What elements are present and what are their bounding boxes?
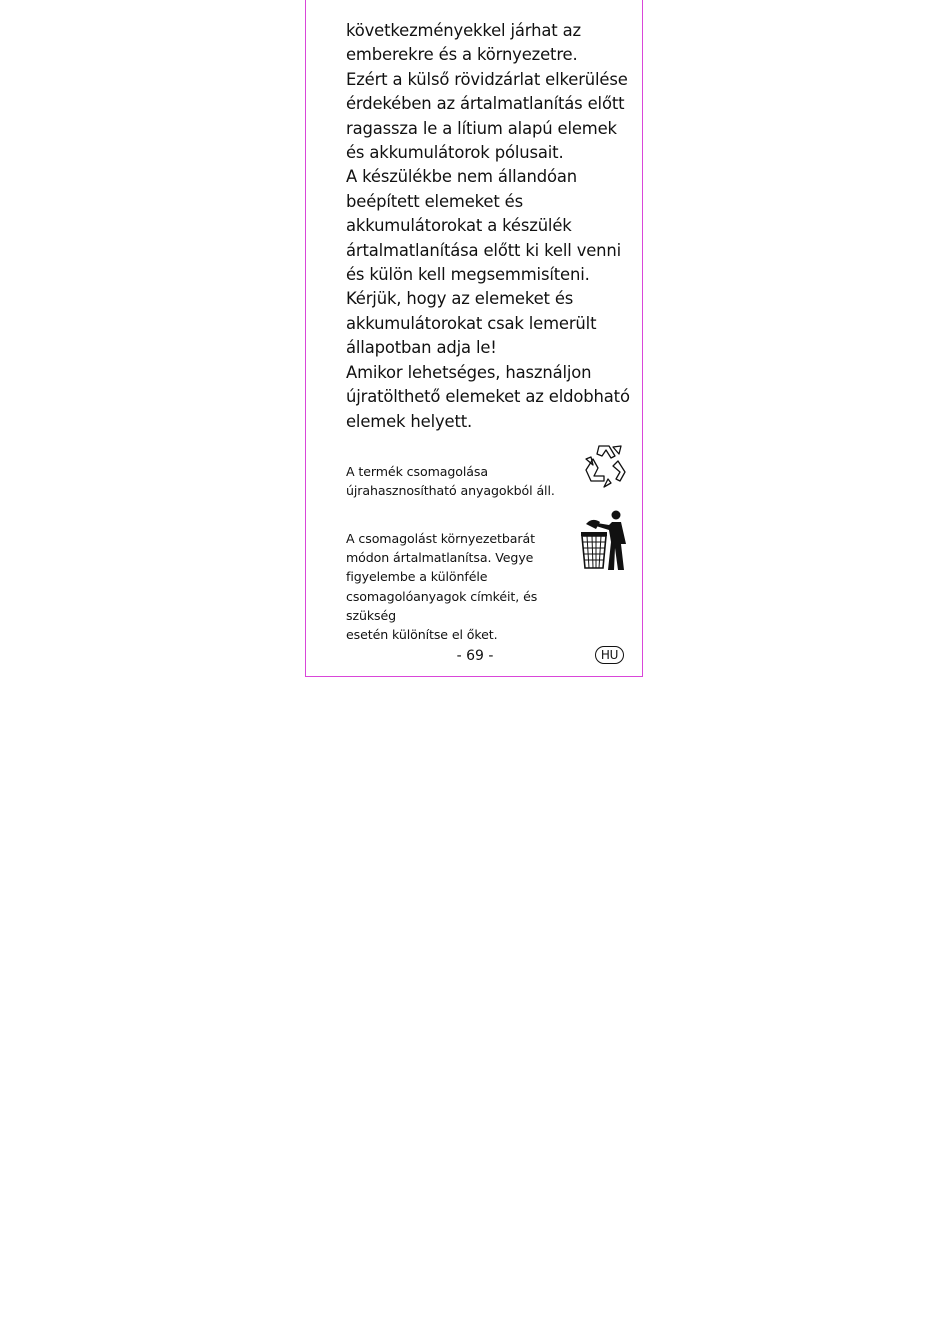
page-number: - 69 - [456,648,494,664]
trash-disposal-icon [578,508,630,572]
dispose-note-line: csomagolóanyagok címkéit, és szükség [346,588,538,623]
dispose-note-line: esetén különítse el őket. [346,627,498,643]
dispose-note-line: figyelembe a különféle [346,569,488,585]
recycle-icon [580,443,628,489]
recycle-note-line: újrahasznosítható anyagokból áll. [346,483,555,499]
dispose-note-line: A csomagolást környezetbarát [346,531,535,546]
language-badge: HU [595,646,624,664]
paragraph-remove-batteries: A készülékbe nem állandóan beépített elemeket és akkumulátorokat a készülék ártalmatlanítása előtt ki kell venni és külön kell megsemmisíteni. [346,167,622,285]
dispose-note [346,529,586,644]
dispose-note-line: módon ártalmatlanítsa. Vegye [346,550,534,566]
paragraph-discharged: Kérjük, hogy az elemeket és akkumulátorokat csak lemerült állapotban adja le! [346,289,597,358]
recycle-note [346,462,586,500]
recycle-note-line: A termék csomagolása [346,464,488,479]
paragraph-rechargeable: Amikor lehetséges, használjon újratölthető elemeket az eldobható elemek helyett. [346,362,630,431]
paragraph-consequences: következményekkel járhat az emberekre és a környezetre. [346,21,581,65]
main-text [346,19,636,434]
paragraph-short-circuit: Ezért a külső rövidzárlat elkerülése érdekében az ártalmatlanítás előtt ragassza le a lítium alapú elemek és akkumulátorok pólusait. [346,69,628,163]
